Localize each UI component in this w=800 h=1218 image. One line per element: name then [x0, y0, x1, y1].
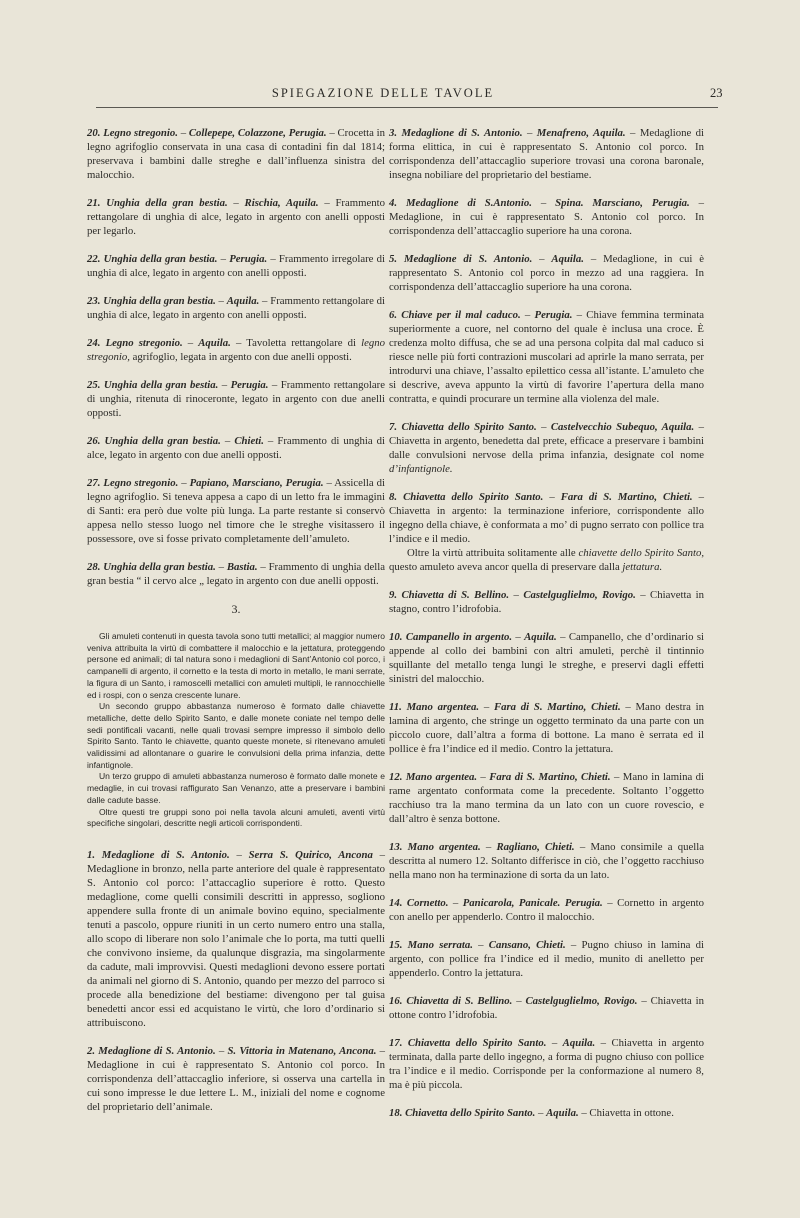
entry-number: 26.: [87, 435, 101, 447]
catalog-entry: 12. Mano argentea. – Fara di S. Martino, Chieti. – Mano in lamina di rame argentato conformata come la precedente. Soltanto l’oggetto racchiuso tra la mano termina da un lato con un cuore rovescio, e dall’altro è senza bottone.: [389, 771, 705, 825]
entry-heading: Unghia della gran bestia.: [103, 379, 219, 391]
entry-provenance: Perugia.: [534, 309, 573, 321]
entry-number: 20.: [87, 127, 101, 139]
catalog-entry: 27. Legno stregonio. – Papiano, Marsciano, Perugia. – Assicella di legno agrifoglio. Si teneva appesa a capo di un letto fra le immagini di Santi: era però due volte più lunga. La parte restante si conservò appesa nello stesso luogo nel timore che le streghe visitassero il possessore, ove si fosse privato completamente dell’amuleto.: [87, 477, 385, 545]
header-rule: [96, 107, 718, 108]
entry-description: Frammento irregolare di unghia di alce, legato in argento con anelli opposti.: [87, 253, 386, 279]
entry-provenance: Fara di S. Martino, Chieti.: [560, 491, 693, 503]
entry-description: Medaglione in cui è rappresentato S. Antonio col porco. In corrispondenza dell’attaccaglio inferiore, si osserva una cartella in cui sono impresse le due lettere L. M., iniziali del nome e cognome del proprietario dell’animale.: [87, 1058, 385, 1113]
entry-heading: Medaglione di S.Antonio.: [405, 197, 532, 209]
entry-list-top: [87, 126, 385, 588]
entry-heading: Chiavetta dello Spirito Santo.: [405, 1107, 536, 1119]
entry-provenance: Aquila.: [524, 631, 557, 643]
entry-heading: Legno stregonio.: [105, 337, 183, 349]
entry-number: 5.: [389, 253, 398, 265]
entry-provenance: Fara di S. Martino, Chieti.: [489, 771, 611, 783]
entry-provenance: Aquila.: [551, 253, 584, 265]
entry-description: Frammento rettangolare di unghia, ritenuta di rinoceronte, legato in argento con due anelli opposti.: [87, 379, 386, 419]
entry-heading: Chiavetta di S. Bellino.: [406, 995, 513, 1007]
page-header: [0, 86, 800, 106]
page-number: 23: [710, 86, 723, 100]
entry-heading: Cornetto.: [406, 897, 449, 909]
entry-provenance: Panicarola, Panicale. Perugia.: [462, 897, 603, 909]
entry-provenance: Rischia, Aquila.: [244, 197, 319, 209]
catalog-entry: 1. Medaglione di S. Antonio. – Serra S. Quirico, Ancona – Medaglione in bronzo, nella parte anteriore del quale è rappresentato S. Antonio col porco: l’attaccaglio superiore è rotto. Questo medaglione, come quelli consimili descritti in appresso, sogliono appendere sulla fronte di un animale bovino equino, specialmente tenuti a pascolo, oppure riuniti in un certo numero entro una stalla, allo scopo di liberare non solo l’animale che lo porta, ma tutti quelli che convivono insieme, da qualunque disgrazia, ma singolarmente da cadute, mali improvvisi. Questi medaglioni devono essere portati da animali nel giorno di S. Antonio, quando per mezzo del parroco si procede alla benedizione del bestiame: divengono per tal guisa benedetti ancor essi ed acquistano le virtù, che loro d’ordinario si attribuiscono.: [87, 848, 386, 1029]
entry-description: Frammento rettangolare di unghia di alce, legato in argento con anelli opposti per legarlo.: [87, 197, 386, 237]
entry-number: 18.: [389, 1107, 403, 1119]
catalog-entry: 10. Campanello in argento. – Aquila. – Campanello, che d’ordinario si appende al collo dei bambini con altri amuleti, perchè il tintinnio squillante del metallo tenga lungi le streghe, e preservi dagli effetti sinistri del malocchio.: [389, 631, 705, 685]
entry-number: 14.: [389, 897, 403, 909]
entry-number: 4.: [389, 197, 398, 209]
entry-provenance: Aquila.: [198, 337, 231, 349]
entry-provenance: Perugia.: [229, 253, 268, 265]
entry-heading: Unghia della gran bestia.: [103, 295, 216, 307]
entry-heading: Chiavetta di S. Bellino.: [401, 589, 510, 601]
entry-description-italic: d’infantignole.: [389, 463, 453, 475]
catalog-entry: 25. Unghia della gran bestia. – Perugia. – Frammento rettangolare di unghia, ritenuta di rinoceronte, legato in argento con due anelli opposti.: [87, 379, 386, 419]
entry-description: Campanello, che d’ordinario si appende al collo dei bambini con altri amuleti, perchè il tintinnio squillante del metallo tenga lungi le streghe, e preservi dagli effetti sinistri del malocchio.: [389, 631, 705, 685]
entry-number: 25.: [87, 379, 101, 391]
intro-paragraph: Gli amuleti contenuti in questa tavola sono tutti metallici; al maggior numero veniva attribuita la virtù di combattere il malocchio e la jettatura, proteggendo persone ed animali; di tal natura sono i medaglioni di Sant’Antonio col porco, i campanelli di argento, il cornetto e la testa di morto in metallo, le mani serrate, la figura di un Santo, i ramoscelli metallici con amuleti multipli, le rannocchielle ed i rospi, con o senza crescente lunare.: [87, 631, 385, 700]
catalog-entry: 6. Chiave per il mal caduco. – Perugia. – Chiave femmina terminata superiormente a cuore, nel contorno del quale è inclusa una croce. È credenza molto diffusa, che se ad una persona colpita dal mal caduco si riesce nelle più forti contrazioni muscolari ad aprirle la mano serrata, per introdurvi una chiave, l’assalto epilettico cessa all’istante. L’amuleto che si descrive, aveva appunto la virtù di favorire l’apertura della mano contratta, e quindi procurare un termine alla violenza del male.: [389, 309, 704, 405]
catalog-entry: 4. Medaglione di S.Antonio. – Spina. Marsciano, Perugia. – Medaglione, in cui è rappresentato S. Antonio col porco. In corrispondenza dell’attaccaglio superiore ha una corona.: [389, 197, 705, 237]
entry-provenance: Castelvecchio Subequo, Aquila.: [550, 421, 695, 433]
catalog-entry: 11. Mano argentea. – Fara di S. Martino, Chieti. – Mano destra in lamina di argento, che stringe un oggetto terminato da una parte con un piccolo cuore, dall’altra a forma di bottone. La mano è serrata ed il pollice è fra l’indice ed il medio. Contro la jettatura.: [389, 701, 705, 755]
intro-paragraph: Un secondo gruppo abbastanza numeroso è formato dalle chiavette metalliche, dette dello Spirito Santo, e dalle monete coniate nel tempo delle sedi pontificali vacanti, nelle quali trovasi sempre impresso il simbolo dello Spirito Santo. Tanto le chiavette, quanto queste monete, si ritenevano amuleti validissimi ad allontanare o guarire le convulsioni della prima infanzia, dette infantignole.: [87, 701, 385, 770]
entry-heading: Medaglione di S. Antonio.: [401, 127, 523, 139]
entry-heading: Chiavetta dello Spirito Santo.: [401, 421, 537, 433]
entry-description: Pugno chiuso in lamina di argento, con pollice fra l’indice ed il medio, munito di anelletto per appenderlo. Contro la jettatura.: [389, 939, 704, 979]
entry-description: Medaglione, in cui è rappresentato S. Antonio col porco in mezzo ad una raggiera. In corrispondenza dell’attaccaglio superiore ha una corona.: [389, 253, 705, 293]
right-column: [389, 126, 704, 1134]
catalog-entry: 8. Chiavetta dello Spirito Santo. – Fara di S. Martino, Chieti. – Chiavetta in argento: la terminazione inferiore, corrispondente allo ingegno della chiave, è conformata a mo’ di pugno serrato con pollice tra l’indice e il medio. Oltre la virtù attribuita solitamente alle chiavette dello Spirito Santo, questo amuleto aveva ancor quella di preservare dalla jettatura.: [389, 491, 705, 573]
entry-description: Medaglione in bronzo, nella parte anteriore del quale è rappresentato S. Antonio col porco: l’attaccaglio superiore è rotto. Questo medaglione, come quelli consimili descritti in appresso, sogliono appendere sulla fronte di un animale bovino equino, specialmente tenuti a pascolo, oppure riuniti in un certo numero entro una stalla, allo scopo di liberare non solo l’animale che lo porta, ma tutti quelli che convivono insieme, da qualunque disgrazia, ma singolarmente da cadute, mali improvvisi. Questi medaglioni devono essere portati da animali nel giorno di S. Antonio, quando per mezzo del parroco si procede alla benedizione del bestiame: divengono per tal guisa benedetti ancor essi ed acquistano le virtù, che loro d’ordinario si attribuiscono.: [87, 862, 385, 1029]
catalog-entry: 26. Unghia della gran bestia. – Chieti. – Frammento di unghia di alce, legato in argento con due anelli opposti.: [87, 435, 386, 461]
entry-number: 7.: [389, 421, 398, 433]
catalog-entry: 9. Chiavetta di S. Bellino. – Castelguglielmo, Rovigo. – Chiavetta in stagno, contro l’idrofobia.: [389, 589, 705, 615]
entry-provenance: Bastia.: [226, 561, 258, 573]
entry-description: Crocetta in legno agrifoglio conservata in una casa di contadini fin dal 1814; preservava i bambini dalle streghe e dall’influenza sinistra del malocchio.: [87, 127, 386, 181]
entry-description: Chiave femmina terminata superiormente a cuore, nel contorno del quale è inclusa una croce. È credenza molto diffusa, che se ad una persona colpita dal mal caduco si riesce nelle più forti contrazioni muscolari ad aprirle la mano serrata, per introdurvi una chiave, l’assalto epilettico cessa all’istante. L’amuleto che si descrive, aveva appunto la virtù di favorire l’apertura della mano contratta, e quindi procurare un termine alla violenza del male.: [389, 309, 704, 405]
intro-paragraph: Oltre questi tre gruppi sono poi nella tavola alcuni amuleti, aventi virtù specifiche singolari, descritte negli articoli corrispondenti.: [87, 806, 385, 829]
entry-number: 2.: [87, 1044, 96, 1057]
catalog-entry: 3. Medaglione di S. Antonio. – Menafreno, Aquila. – Medaglione di forma elittica, in cui è rappresentato S. Antonio col porco. In corrispondenza dell’attaccaglio superiore trovasi una corona baronale, insegna nobiliare del proprietario del bestiame.: [389, 127, 705, 181]
entry-description: Medaglione di forma elittica, in cui è rappresentato S. Antonio col porco. In corrispondenza dell’attaccaglio superiore trovasi una corona baronale, insegna nobiliare del proprietario del bestiame.: [389, 127, 705, 181]
catalog-entry: 21. Unghia della gran bestia. – Rischia, Aquila. – Frammento rettangolare di unghia di alce, legato in argento con anelli opposti per legarlo.: [87, 197, 386, 237]
entry-heading: Unghia della gran bestia.: [104, 435, 221, 447]
entry-provenance: Fara di S. Martino, Chieti.: [493, 701, 621, 713]
entry-provenance: Ragliano, Chieti.: [496, 841, 575, 853]
entry-provenance: S. Vittoria in Matenano, Ancona.: [227, 1044, 377, 1057]
entry-provenance: Aquila.: [562, 1037, 596, 1049]
entry-heading: Unghia della gran bestia.: [103, 561, 216, 573]
catalog-entry: 23. Unghia della gran bestia. – Aquila. – Frammento rettangolare di unghia di alce, legato in argento con anelli opposti.: [87, 295, 386, 321]
entry-description: Frammento di unghia di alce, legato in argento con due anelli opposti.: [87, 435, 386, 461]
entry-description: Chiavetta in stagno, contro l’idrofobia.: [389, 589, 705, 615]
entry-heading: Chiavetta dello Spirito Santo.: [403, 491, 544, 503]
entry-description: Frammento di unghia della gran bestia “ il cervo alce „ legato in argento con due anelli opposti.: [87, 561, 386, 587]
entry-heading: Medaglione di S. Antonio.: [98, 1044, 216, 1057]
section-number: 3.: [231, 602, 241, 616]
entry-number: 17.: [389, 1037, 403, 1049]
entry-description: Mano in lamina di rame argentato conformata come la precedente. Soltanto l’oggetto racchiuso tra la mano termina da un lato con un cuore rovescio, e dall’altro è senza bottone.: [389, 771, 705, 825]
entry-list-right: [389, 126, 704, 1120]
entry-description: Chiavetta in ottone.: [589, 1107, 674, 1119]
entry-provenance: Castelguglielmo, Rovigo.: [523, 589, 636, 601]
entry-description: Chiavetta in ottone contro l’idrofobia.: [389, 995, 705, 1021]
entry-heading: Unghia della gran bestia.: [103, 253, 218, 265]
entry-heading: Mano argentea.: [407, 841, 481, 853]
entry-number: 8.: [389, 491, 398, 503]
entry-provenance: Papiano, Marsciano, Perugia.: [189, 477, 324, 489]
entry-heading: Unghia della gran bestia.: [106, 197, 228, 209]
entry-provenance: Perugia.: [230, 379, 269, 391]
entry-description: Oltre la virtù attribuita solitamente alle: [407, 547, 579, 559]
running-title: SPIEGAZIONE DELLE TAVOLE: [271, 86, 495, 100]
entry-heading: Medaglione di S. Antonio.: [101, 848, 230, 861]
entry-description-italic: chiavette dello Spirito Santo,: [578, 547, 705, 559]
catalog-entry: 17. Chiavetta dello Spirito Santo. – Aquila. – Chiavetta in argento terminata, dalla parte dello ingegno, a forma di pugno chiuso con pollice tra l’indice e il medio. Corrisponde per la conformazione al numero 8, ma è più piccola.: [389, 1037, 705, 1091]
entry-description: Cornetto in argento con anello per appenderlo. Contro il malocchio.: [389, 897, 705, 923]
entry-heading: Mano serrata.: [407, 939, 473, 951]
intro-paragraph: Un terzo gruppo di amuleti abbastanza numeroso è formato dalle monete e medaglie, in cui trovasi raffigurato San Venanzo, atte a preservare i bambini dalle cadute basse.: [87, 771, 385, 805]
entry-description-italic: jettatura.: [622, 561, 663, 573]
entry-heading: Legno stregonio.: [103, 127, 178, 139]
catalog-entry: 28. Unghia della gran bestia. – Bastia. – Frammento di unghia della gran bestia “ il cervo alce „ legato in argento con due anelli opposti.: [87, 561, 386, 587]
entry-heading: Mano argentea.: [406, 701, 480, 713]
entry-heading: Legno stregonio.: [103, 477, 179, 489]
entry-heading: Chiavetta dello Spirito Santo.: [407, 1037, 547, 1049]
entry-provenance: Spina. Marsciano, Perugia.: [555, 197, 690, 209]
entry-provenance: Cansano, Chieti.: [488, 939, 566, 951]
entry-number: 28.: [87, 561, 101, 573]
catalog-entry: 18. Chiavetta dello Spirito Santo. – Aquila. – Chiavetta in ottone.: [389, 1107, 674, 1119]
entry-description: Frammento rettangolare di unghia di alce, legato in argento con anelli opposti.: [87, 295, 386, 321]
entry-number: 9.: [389, 589, 398, 601]
entry-number: 11.: [389, 701, 402, 713]
entry-number: 27.: [87, 477, 101, 489]
entry-description: Assicella di legno agrifoglio. Si teneva appesa a capo di un letto fra le immagini di Santi: era però due volte più lunga. La parte restante si conservò appesa nello stesso luogo nel timore che le streghe visitassero il possessore, ove si fosse privato completamente dell’amuleto.: [87, 477, 385, 545]
entry-description-italic: legno stregonio,: [87, 337, 386, 363]
catalog-entry: 22. Unghia della gran bestia. – Perugia. – Frammento irregolare di unghia di alce, legato in argento con anelli opposti.: [87, 253, 386, 279]
entry-provenance: Chieti.: [234, 435, 264, 447]
entry-description: Chiavetta in argento terminata, dalla parte dello ingegno, a forma di pugno chiuso con pollice tra l’indice e il medio. Corrisponde per la conformazione al numero 8, ma è più piccola.: [389, 1037, 705, 1091]
catalog-entry: 2. Medaglione di S. Antonio. – S. Vittoria in Matenano, Ancona. – Medaglione in cui è rappresentato S. Antonio col porco. In corrispondenza dell’attaccaglio inferiore, si osserva una cartella in cui sono impresse le due lettere L. M., iniziali del nome e cognome del proprietario dell’animale.: [87, 1044, 386, 1113]
catalog-entry: 16. Chiavetta di S. Bellino. – Castelguglielmo, Rovigo. – Chiavetta in ottone contro l’idrofobia.: [389, 995, 705, 1021]
catalog-entry: 24. Legno stregonio. – Aquila. – Tavoletta rettangolare di legno stregonio, agrifoglio, legata in argento con due anelli opposti.: [87, 337, 386, 363]
entry-description: Tavoletta rettangolare di: [246, 337, 362, 349]
catalog-entry: 20. Legno stregonio. – Collepepe, Colazzone, Perugia. – Crocetta in legno agrifoglio conservata in una casa di contadini fin dal 1814; preservava i bambini dalle streghe e dall’influenza sinistra del malocchio.: [87, 127, 386, 181]
entry-number: 21.: [87, 197, 101, 209]
entry-number: 13.: [389, 841, 403, 853]
entry-description: Mano consimile a quella descritta al numero 12. Soltanto differisce in ciò, che l’oggetto racchiuso nella mano non ha terminazione di sorta da un lato.: [389, 841, 705, 881]
section-intro: [87, 631, 385, 830]
catalog-entry: 7. Chiavetta dello Spirito Santo. – Castelvecchio Subequo, Aquila. – Chiavetta in argento, benedetta dal prete, efficace a preservare i bambini dalle convulsioni nervose della prima infanzia, designate col nome d’infantignole.: [389, 421, 704, 475]
entry-description: Chiavetta in argento, benedetta dal prete, efficace a preservare i bambini dalle convulsioni nervose della prima infanzia, designate col nome: [389, 435, 704, 461]
catalog-entry: 5. Medaglione di S. Antonio. – Aquila. – Medaglione, in cui è rappresentato S. Antonio col porco in mezzo ad una raggiera. In corrispondenza dell’attaccaglio superiore ha una corona.: [389, 253, 705, 293]
entry-heading: Chiave per il mal caduco.: [401, 309, 521, 321]
entry-provenance: Aquila.: [226, 295, 260, 307]
entry-provenance: Aquila.: [546, 1107, 579, 1119]
entry-heading: Campanello in argento.: [405, 631, 513, 643]
entry-heading: Medaglione di S. Antonio.: [403, 253, 533, 265]
entry-heading: Mano argentea.: [405, 771, 478, 783]
entry-provenance: Serra S. Quirico, Ancona: [248, 848, 373, 861]
entry-number: 22.: [87, 253, 101, 265]
entry-list-bottom: [87, 848, 385, 1114]
entry-provenance: Menafreno, Aquila.: [536, 127, 626, 139]
entry-description: agrifoglio, legata in argento con due anelli opposti.: [129, 351, 352, 363]
catalog-entry: 14. Cornetto. – Panicarola, Panicale. Perugia. – Cornetto in argento con anello per appenderlo. Contro il malocchio.: [389, 897, 705, 923]
entry-description: Medaglione, in cui è rappresentato S. Antonio col porco. In corrispondenza dell’attaccaglio superiore ha una corona.: [389, 211, 704, 237]
entry-number: 15.: [389, 939, 403, 951]
entry-provenance: Castelguglielmo, Rovigo.: [525, 995, 638, 1007]
entry-number: 1.: [87, 848, 96, 861]
entry-number: 24.: [87, 337, 101, 349]
entry-number: 23.: [87, 295, 101, 307]
entry-description: Mano destra in lamina di argento, che stringe un oggetto terminato da una parte con un piccolo cuore, dall’altra a forma di bottone. La mano è serrata ed il pollice è fra l’indice ed il medio. Contro la jettatura.: [389, 701, 705, 755]
entry-number: 12.: [389, 771, 403, 783]
entry-description: Chiavetta in argento: la terminazione inferiore, corrispondente allo ingegno della chiave, è conformata a mo’ di pugno serrato con pollice tra l’indice e il medio.: [389, 505, 704, 545]
entry-provenance: Collepepe, Colazzone, Perugia.: [188, 127, 327, 139]
catalog-entry: 13. Mano argentea. – Ragliano, Chieti. – Mano consimile a quella descritta al numero 12. Soltanto differisce in ciò, che l’oggetto racchiuso nella mano non ha terminazione di sorta da un lato.: [389, 841, 705, 881]
entry-description: questo amuleto aveva ancor quella di preservare dalla: [389, 561, 623, 573]
entry-number: 3.: [389, 127, 398, 139]
entry-number: 16.: [389, 995, 403, 1007]
entry-number: 6.: [389, 309, 398, 321]
entry-number: 10.: [389, 631, 403, 643]
catalog-entry: 15. Mano serrata. – Cansano, Chieti. – Pugno chiuso in lamina di argento, con pollice fra l’indice ed il medio, munito di anelletto per appenderlo. Contro la jettatura.: [389, 939, 704, 979]
left-column: [87, 126, 385, 1128]
entry-continuation: [389, 546, 704, 574]
